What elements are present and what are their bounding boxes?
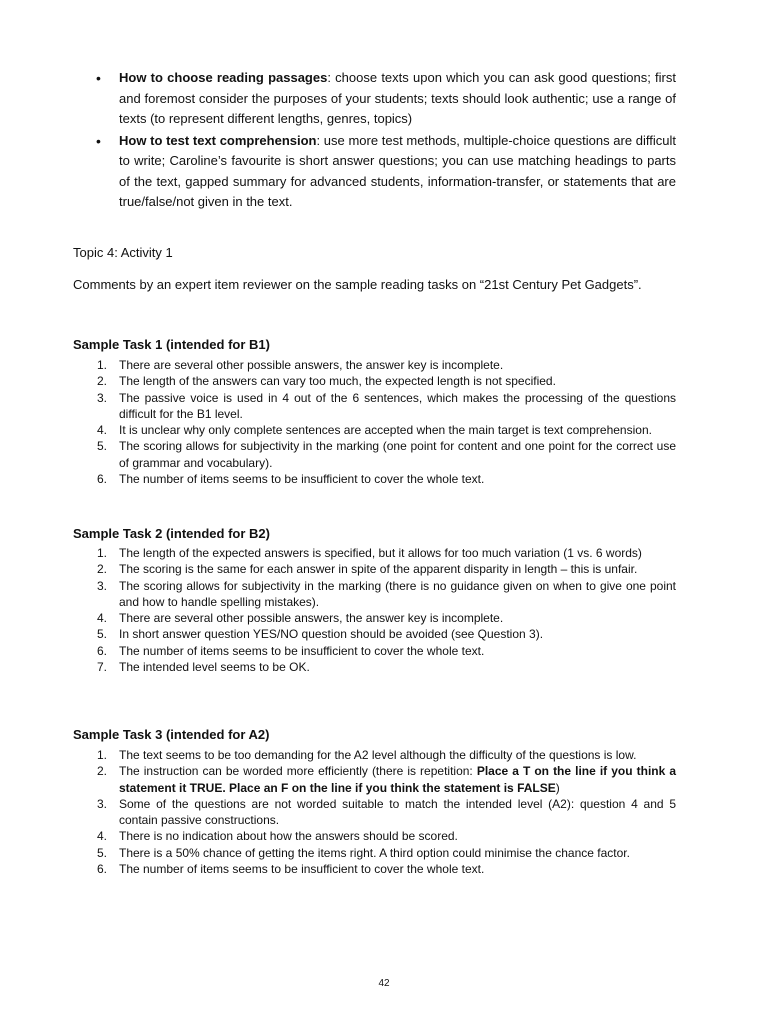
list-item: 3. The passive voice is used in 4 out of the 6 sentences, which makes the processing of the questions difficult for the B1 level. — [97, 390, 676, 421]
list-item: 1. The length of the expected answers is specified, but it allows for too much variation (1 vs. 6 words) — [97, 546, 642, 560]
task2-list — [73, 545, 676, 675]
list-item: 1. The text seems to be too demanding for the A2 level although the difficulty of the questions is low. — [97, 748, 637, 762]
list-item: 5. The scoring allows for subjectivity in the marking (one point for content and one point for the correct use of grammar and vocabulary). — [97, 439, 676, 470]
task3-heading: Sample Task 3 (intended for A2) — [73, 727, 270, 742]
intro-paragraph: Comments by an expert item reviewer on the sample reading tasks on “21st Century Pet Gadgets”. — [73, 277, 642, 292]
list-item: 2. The length of the answers can vary too much, the expected length is not specified. — [97, 374, 556, 389]
task1-list — [73, 357, 676, 487]
list-item: 7. The intended level seems to be OK. — [97, 660, 310, 675]
bullet-icon: • — [96, 132, 101, 149]
list-item: 4. There are several other possible answers, the answer key is incomplete. — [97, 611, 504, 626]
list-item: 4. There is no indication about how the answers should be scored. — [97, 829, 458, 844]
page-number: 42 — [378, 978, 390, 989]
bullet-icon: • — [96, 70, 101, 86]
bullet-item: • How to choose reading passages: choose texts upon which you can ask good questions; first and foremost consider the purposes of your students; texts should look authentic; use a range of texts (to represent different lengths, genres, topics) — [96, 70, 676, 126]
task2-heading: Sample Task 2 (intended for B2) — [73, 526, 270, 541]
list-item: 5. In short answer question YES/NO question should be avoided (see Question 3). — [97, 627, 544, 642]
task3-list — [73, 747, 676, 877]
list-item: 6. The number of items seems to be insufficient to cover the whole text. — [97, 862, 485, 877]
bullet-list — [96, 68, 676, 214]
bullet-item: • How to test text comprehension: use more test methods, multiple-choice questions are difficult to write; Caroline’s favourite is short answer questions; you can use matching headings to parts of the text, gapped summary for advanced students, information-transfer, or statements that are true/false/not given in the text. — [96, 132, 676, 209]
topic-heading: Topic 4: Activity 1 — [73, 245, 173, 260]
list-item: 1. There are several other possible answers, the answer key is incomplete. — [97, 358, 504, 372]
list-item: 2. The instruction can be worded more efficiently (there is repetition: Place a T on the line if you think a statement it TRUE. Place an F on the line if you think the statement is FALSE) — [97, 764, 677, 795]
list-item: 4. It is unclear why only complete sentences are accepted when the main target is text comprehension. — [97, 423, 652, 438]
list-item: 2. The scoring is the same for each answer in spite of the apparent disparity in length – this is unfair. — [97, 562, 638, 577]
list-item: 3. Some of the questions are not worded suitable to match the intended level (A2): question 4 and 5 contain passive constructions. — [97, 796, 676, 828]
list-item: 3. The scoring allows for subjectivity in the marking (there is no guidance given on when to give one point and how to handle spelling mistakes). — [97, 578, 676, 609]
list-item: 6. The number of items seems to be insufficient to cover the whole text. — [97, 472, 485, 487]
task1-heading: Sample Task 1 (intended for B1) — [73, 337, 270, 352]
list-item: 5. There is a 50% chance of getting the items right. A third option could minimise the chance factor. — [97, 845, 630, 860]
list-item: 6. The number of items seems to be insufficient to cover the whole text. — [97, 643, 485, 658]
